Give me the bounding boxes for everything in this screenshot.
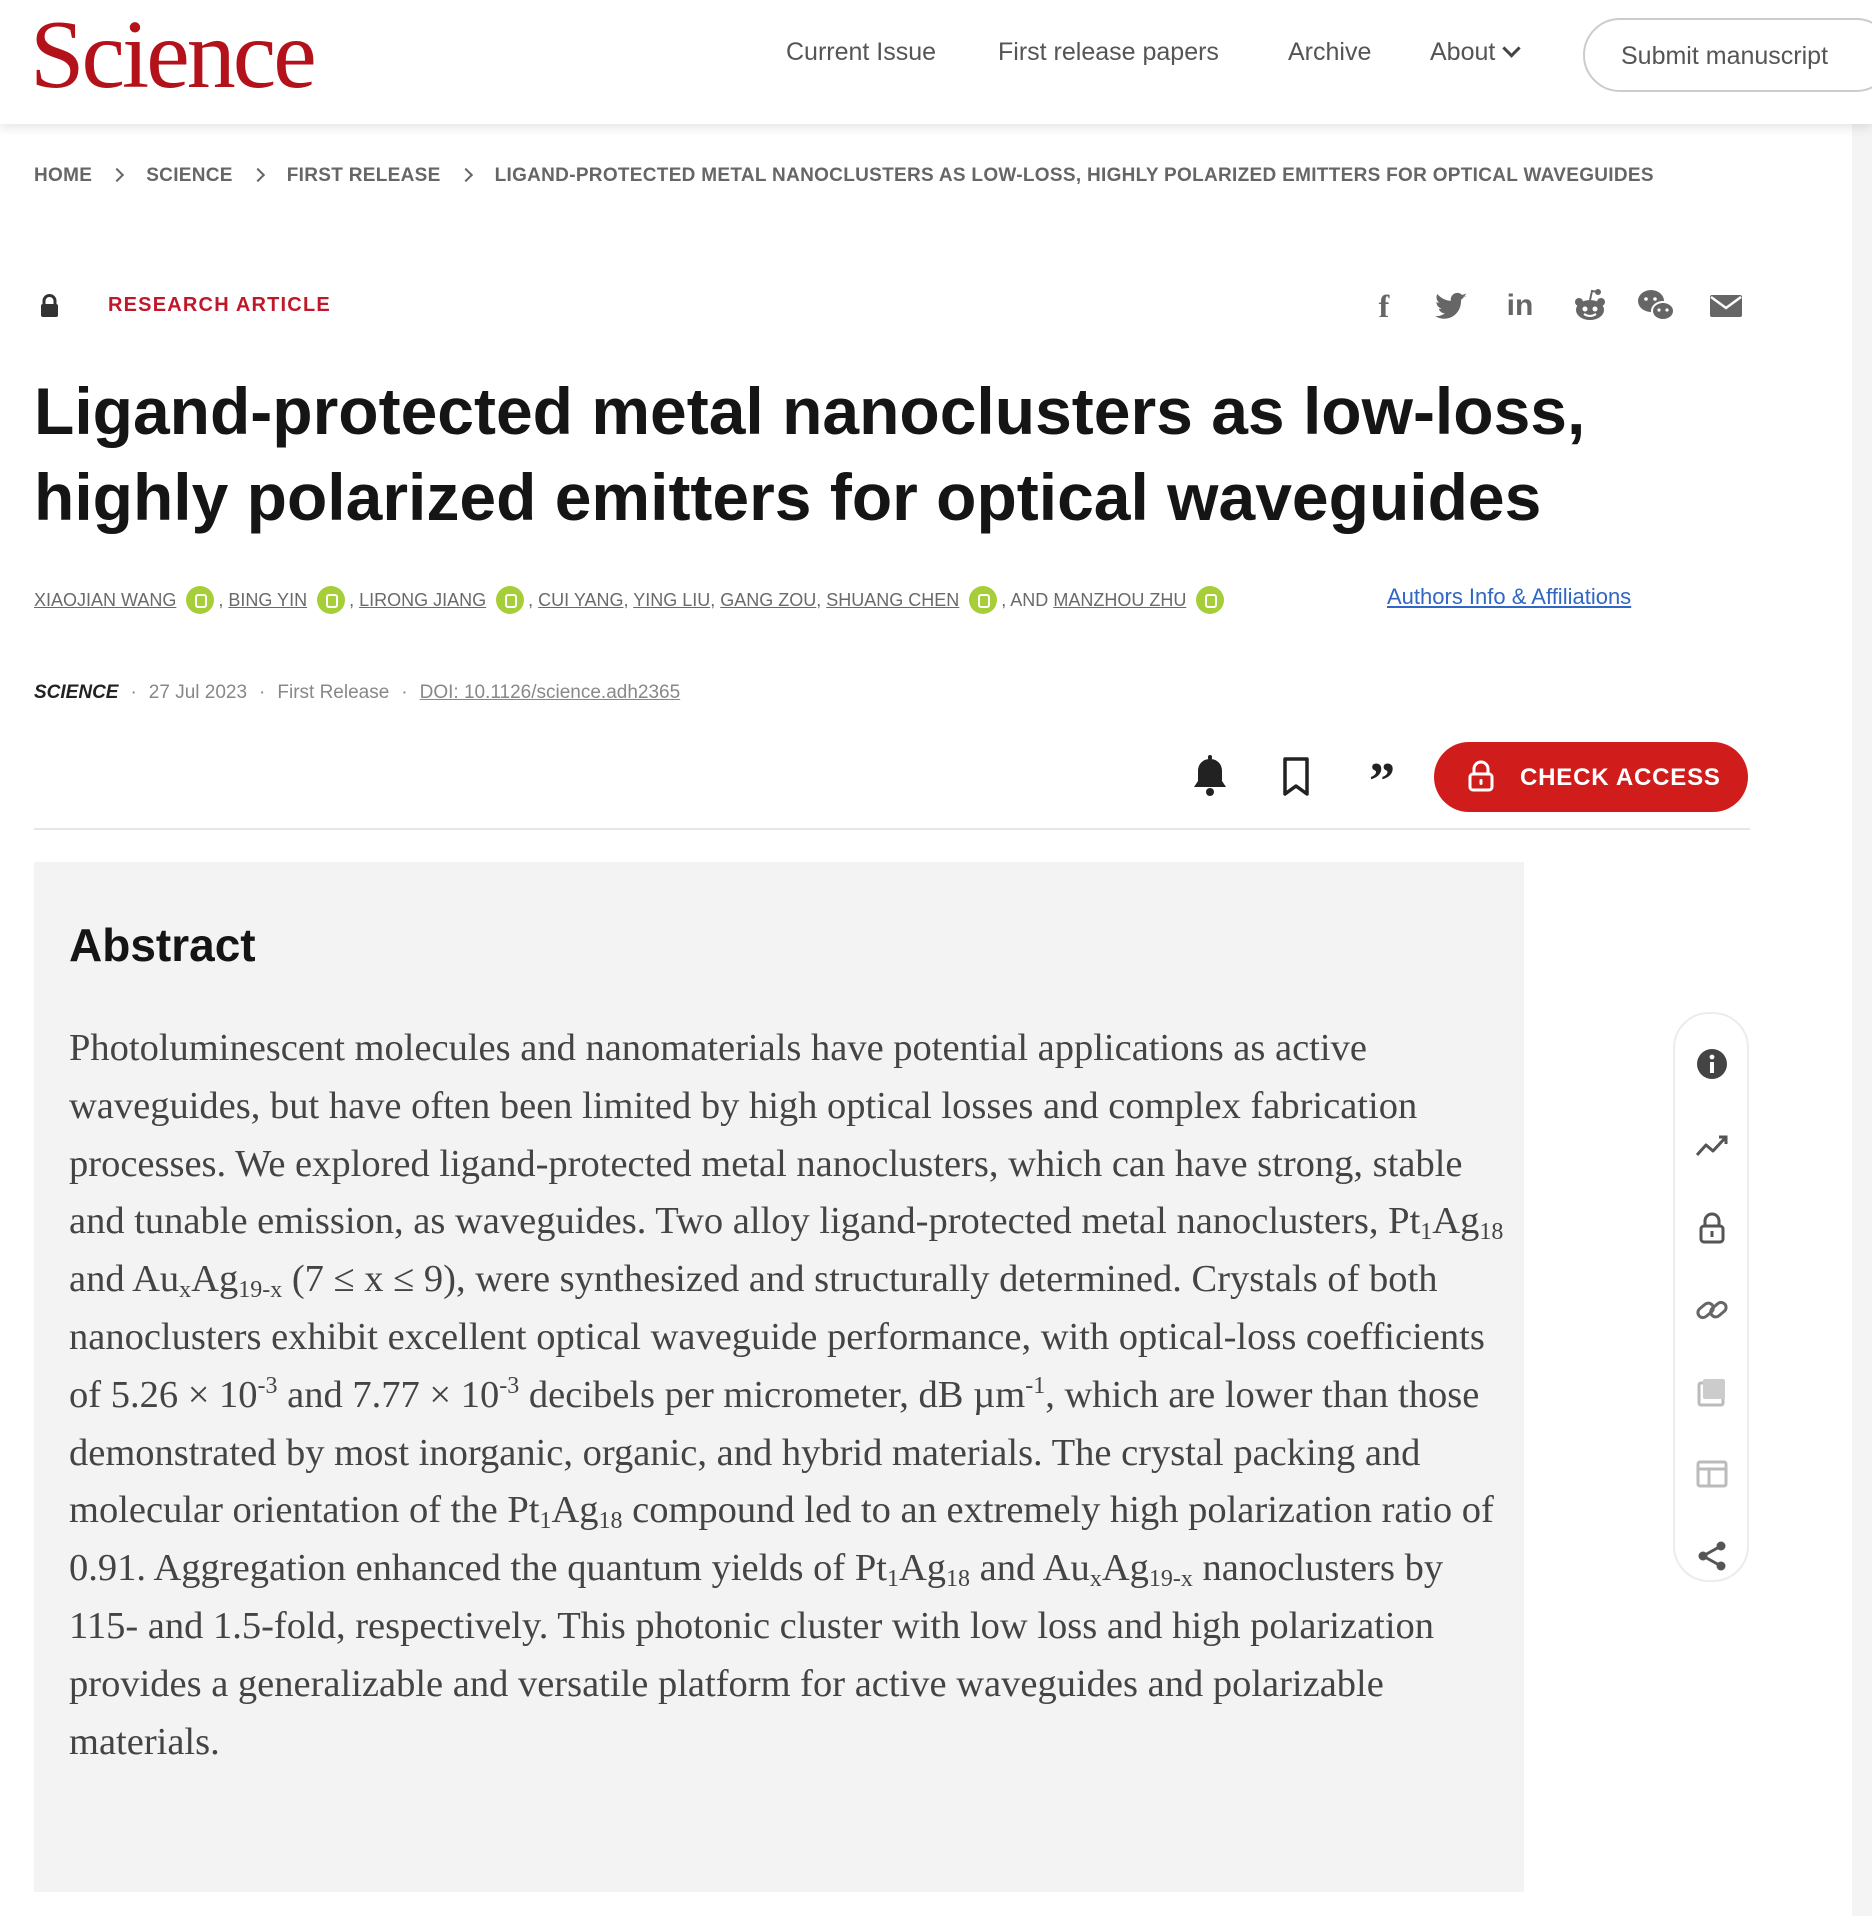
article-type-label: RESEARCH ARTICLE: [108, 294, 331, 316]
nav-first-release[interactable]: First release papers: [998, 38, 1219, 66]
science-logo[interactable]: Science: [30, 1, 314, 109]
chevron-right-icon: [110, 168, 124, 182]
abstract-heading: Abstract: [69, 919, 256, 971]
article-title: Ligand-protected metal nanoclusters as low-loss, highly polarized emitters for optical waveguides: [34, 374, 1586, 534]
page-edge: [1852, 124, 1872, 1916]
check-access-label: CHECK ACCESS: [1520, 764, 1721, 791]
check-access-button[interactable]: [1434, 742, 1748, 812]
author-link[interactable]: CUI YANG: [538, 590, 624, 610]
orcid-icon[interactable]: [969, 586, 997, 614]
chevron-down-icon: [1503, 39, 1521, 57]
access-lock-icon[interactable]: [1694, 1210, 1730, 1246]
author-link[interactable]: LIRONG JIANG: [359, 590, 487, 610]
share-icon[interactable]: [1694, 1538, 1730, 1574]
tables-icon[interactable]: [1694, 1456, 1730, 1492]
linkedin-icon[interactable]: in: [1506, 289, 1534, 322]
svg-text:”: ”: [1369, 754, 1395, 800]
orcid-icon[interactable]: [186, 586, 214, 614]
author-link[interactable]: XIAOJIAN WANG: [34, 590, 177, 610]
submit-manuscript-button[interactable]: Submit manuscript: [1583, 18, 1872, 92]
breadcrumb-science[interactable]: SCIENCE: [146, 165, 233, 186]
chevron-right-icon: [459, 168, 473, 182]
journal-name: SCIENCE: [34, 682, 119, 703]
orcid-icon[interactable]: [496, 586, 524, 614]
nav-about-label: About: [1430, 38, 1496, 66]
nav-archive[interactable]: Archive: [1288, 38, 1372, 66]
section-divider: [34, 828, 1750, 830]
breadcrumb-current-article: LIGAND-PROTECTED METAL NANOCLUSTERS AS LOW-LOSS, HIGHLY POLARIZED EMITTERS FOR OPTICAL WAVEGUIDES: [494, 165, 1654, 186]
orcid-icon[interactable]: [317, 586, 345, 614]
metrics-icon[interactable]: [1694, 1128, 1730, 1164]
wechat-icon[interactable]: [1636, 286, 1676, 326]
doi-link[interactable]: DOI: 10.1126/science.adh2365: [419, 682, 681, 703]
author-link[interactable]: YING LIU: [633, 590, 711, 610]
author-link[interactable]: SHUANG CHEN: [826, 590, 960, 610]
publication-meta: SCIENCE · 27 Jul 2023 · First Release · DOI: 10.1126/science.adh2365: [34, 682, 681, 703]
site-header: [0, 0, 1872, 124]
orcid-icon[interactable]: [1196, 586, 1224, 614]
facebook-icon[interactable]: f: [1378, 288, 1390, 324]
nav-current-issue[interactable]: Current Issue: [786, 38, 937, 66]
nav-about[interactable]: [1430, 38, 1518, 67]
lock-icon: [40, 294, 59, 318]
author-list: XIAOJIAN WANG , BING YIN , LIRONG JIANG , CUI YANG, YING LIU, GANG ZOU, SHUANG CHEN , AND MANZHOU ZHU: [34, 586, 1228, 614]
info-icon[interactable]: [1694, 1046, 1730, 1082]
author-link[interactable]: BING YIN: [228, 590, 308, 610]
figures-icon[interactable]: [1694, 1374, 1730, 1410]
author-link[interactable]: GANG ZOU: [720, 590, 817, 610]
bookmark-icon[interactable]: [1274, 754, 1318, 800]
publication-date: 27 Jul 2023: [148, 682, 248, 703]
email-icon[interactable]: [1706, 286, 1746, 326]
breadcrumb-home[interactable]: HOME: [34, 165, 93, 186]
chevron-right-icon: [251, 168, 265, 182]
author-and: AND: [1010, 590, 1049, 610]
abstract-text: Photoluminescent molecules and nanomaterials have potential applications as active waveguides, but have often been limited by high optical losses and complex fabrication processes. We explored ligand-protected metal nanoclusters, which can have strong, stable and tunable emission, as waveguides. Two alloy ligand-protected metal nanoclusters, $Pt_1Ag_{18}$ and $Au_xAg_{19-x}$ (7 ≤ x ≤ 9), were synthesized and structurally determined. Crystals of both nanoclusters exhibit excellent optical waveguide performance, with optical-loss coefficients of $5.26 \times 10^{-3}$ and $7.77 \times 10^{-3}$ decibels per micrometer, dB µm$^{-1}$, which are lower than those demonstrated by most inorganic, organic, and hybrid materials. The crystal packing and molecular orientation of the $Pt_1Ag_{18}$ compound led to an extremely high polarization ratio of 0.91. Aggregation enhanced the quantum yields of $Pt_1Ag_{18}$ and $Au_xAg_{19-x}$ nanoclusters by 115- and 1.5-fold, respectively. This photonic cluster with low loss and high polarization provides a generalizable and versatile platform for active waveguides and polarizable materials.: [69, 1027, 1504, 1763]
reddit-icon[interactable]: [1570, 286, 1610, 326]
cite-quote-icon[interactable]: [1360, 754, 1404, 800]
authors-affiliations-link[interactable]: Authors Info & Affiliations: [1387, 584, 1632, 609]
article-tools-rail: [1673, 1012, 1749, 1582]
author-link[interactable]: MANZHOU ZHU: [1053, 590, 1187, 610]
breadcrumb-first-release[interactable]: FIRST RELEASE: [286, 165, 441, 186]
link-icon[interactable]: [1694, 1292, 1730, 1328]
bell-icon[interactable]: [1188, 754, 1232, 800]
abstract-section: [34, 862, 1524, 1892]
lock-icon: [1468, 760, 1494, 792]
breadcrumb: [34, 165, 1654, 187]
twitter-icon[interactable]: [1432, 286, 1472, 326]
release-type: First Release: [277, 682, 390, 703]
